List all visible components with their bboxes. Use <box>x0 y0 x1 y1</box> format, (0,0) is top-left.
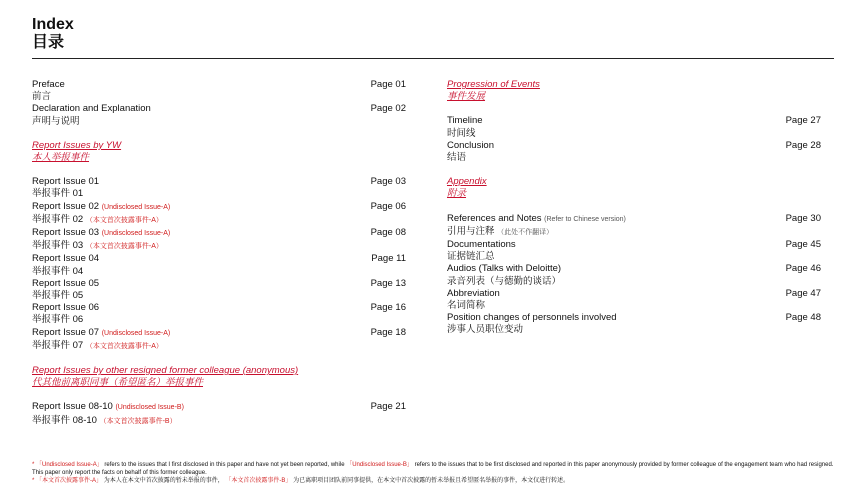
title-zh: 目录 <box>32 34 65 51</box>
entry-label-zh: 举报事件 07 <box>32 339 84 351</box>
left-column <box>32 79 406 428</box>
toc-entry-references[interactable] <box>447 213 821 226</box>
toc-entry-issue-08-10[interactable] <box>32 401 406 414</box>
undisclosed-tag: (Undisclosed Issue-A) <box>101 203 171 211</box>
entry-label-zh: 举报事件 05 <box>32 290 84 302</box>
toc-entry-issue[interactable] <box>32 227 406 240</box>
toc-entry-abbreviation[interactable] <box>447 288 821 300</box>
entry-page: Page 46 <box>785 263 821 275</box>
toc-entry-issue[interactable] <box>32 176 406 188</box>
title-divider <box>32 58 834 59</box>
undisclosed-tag-zh: （本文首次披露事件-A） <box>85 216 163 224</box>
entry-label: Preface <box>32 79 65 90</box>
footnote-en: * 「Undisclosed Issue-A」 refers to the issues that I first disclosed in this paper and have not yet been reported, while 「Undisclosed Issue-B」 refers to the issues that to be first disclosed and reported in this paper anonymously provided by former colleague of the engagement team who had resigned. This paper only report the facts on behalf of this former colleague. <box>32 462 834 476</box>
entry-label-zh: 举报事件 02 <box>32 213 84 225</box>
entry-label: Report Issue 02 <box>32 200 100 212</box>
footnote-tag-b: 「Undisclosed Issue-B」 <box>346 462 413 468</box>
toc-entry-position[interactable] <box>447 312 821 324</box>
footnote-tag-b-zh: 「本文首次披露事件-B」 <box>225 478 292 484</box>
undisclosed-tag-zh: （本文首次披露事件-A） <box>85 243 163 251</box>
section-heading-other[interactable]: Report Issues by other resigned former colleague (anonymous) <box>32 365 299 377</box>
undisclosed-tag-zh: （本文首次披露事件-B） <box>99 417 177 425</box>
entry-page: Page 08 <box>370 227 406 239</box>
page-title <box>32 16 74 52</box>
toc-entry-preface[interactable] <box>32 79 406 91</box>
entry-label: Abbreviation <box>447 287 500 299</box>
entry-page: Page 45 <box>785 239 821 251</box>
entry-label: Report Issue 08-10 <box>32 401 113 413</box>
entry-page: Page 28 <box>785 139 821 151</box>
entry-label: Report Issue 05 <box>32 277 100 289</box>
section-heading-yw[interactable]: Report Issues by YW <box>32 139 122 151</box>
footnotes <box>32 461 838 485</box>
entry-label-zh: 举报事件 08-10 <box>32 414 97 426</box>
entry-label-zh: 结语 <box>447 152 467 164</box>
entry-note: (Refer to Chinese version) <box>544 215 626 223</box>
entry-label: Conclusion <box>447 139 494 151</box>
entry-label-zh: 时间线 <box>447 127 476 139</box>
footnote-zh: * 「本文首次披露事件-A」 为本人在本文中首次披露的暂未举报的事件， 「本文首次披露事件-B」 为已离职项目团队前同事提供，在本文中首次披露的暂未举报且希望匿名举报的事件，本文仅进行转述。 <box>32 478 570 484</box>
entry-label: References and Notes <box>447 212 542 224</box>
section-heading-progression[interactable]: Progression of Events <box>447 79 540 90</box>
section-heading-yw-zh[interactable]: 本人举报事件 <box>32 152 90 164</box>
entry-label: Timeline <box>447 115 483 127</box>
entry-label: Report Issue 07 <box>32 326 100 338</box>
title-en: Index <box>32 16 74 33</box>
toc-entry-issue[interactable] <box>32 278 406 290</box>
undisclosed-tag-zh: （本文首次披露事件-A） <box>85 342 163 350</box>
entry-label: Report Issue 01 <box>32 176 100 188</box>
toc-entry-issue[interactable] <box>32 302 406 314</box>
entry-page: Page 21 <box>370 401 406 413</box>
entry-note-zh: （此处不作翻译） <box>497 228 554 236</box>
toc-entry-issue[interactable] <box>32 201 406 214</box>
entry-label-zh: 举报事件 06 <box>32 314 84 326</box>
toc-entry-issue[interactable] <box>32 327 406 340</box>
entry-page: Page 11 <box>371 253 406 265</box>
entry-label: Report Issue 06 <box>32 302 100 314</box>
toc-entry-audios[interactable] <box>447 263 821 275</box>
entry-label-zh: 举报事件 01 <box>32 188 84 200</box>
entry-page: Page 30 <box>785 212 821 224</box>
section-heading-progression-zh[interactable]: 事件发展 <box>447 91 486 103</box>
entry-label-zh: 引用与注释 <box>447 225 495 237</box>
toc-entry-timeline[interactable] <box>447 115 821 127</box>
entry-label-zh: 前言 <box>32 91 52 103</box>
undisclosed-tag: (Undisclosed Issue-A) <box>101 230 171 238</box>
entry-label: Audios (Talks with Deloitte) <box>447 263 562 275</box>
toc-entry-issue[interactable] <box>32 253 406 265</box>
entry-label-zh: 举报事件 03 <box>32 240 84 252</box>
section-heading-appendix-zh[interactable]: 附录 <box>447 188 467 200</box>
entry-page: Page 01 <box>370 79 406 90</box>
entry-label: Declaration and Explanation <box>32 103 151 115</box>
toc-entry-conclusion[interactable] <box>447 140 821 152</box>
toc-entry-declaration[interactable] <box>32 103 406 115</box>
entry-label: Position changes of personnels involved <box>447 312 617 324</box>
undisclosed-tag: (Undisclosed Issue-B) <box>115 404 184 412</box>
entry-label: Report Issue 04 <box>32 253 100 265</box>
issue-list <box>32 176 406 353</box>
entry-label-zh: 声明与说明 <box>32 115 80 127</box>
undisclosed-tag: (Undisclosed Issue-A) <box>101 329 171 337</box>
section-heading-other-zh[interactable]: 代其他前离职同事（希望匿名）举报事件 <box>32 377 204 389</box>
entry-page: Page 47 <box>785 287 821 299</box>
entry-label-zh: 举报事件 04 <box>32 265 84 277</box>
entry-page: Page 16 <box>370 302 406 314</box>
entry-page: Page 03 <box>370 176 406 188</box>
entry-label-zh: 录音列表（与德勤的谈话） <box>447 275 562 287</box>
entry-page: Page 02 <box>370 103 406 115</box>
entry-page: Page 13 <box>370 277 406 289</box>
entry-label-zh: 名词简称 <box>447 300 486 312</box>
footnote-tag-a-zh: 「本文首次披露事件-A」 <box>36 478 103 484</box>
right-column <box>447 79 821 337</box>
entry-label: Report Issue 03 <box>32 227 100 239</box>
entry-page: Page 27 <box>785 115 821 127</box>
entry-page: Page 18 <box>370 326 406 338</box>
entry-label-zh: 证据链汇总 <box>447 251 495 263</box>
entry-label-zh: 涉事人员职位变动 <box>447 324 524 336</box>
toc-entry-documentations[interactable] <box>447 239 821 251</box>
entry-label: Documentations <box>447 239 516 251</box>
entry-page: Page 06 <box>370 200 406 212</box>
entry-page: Page 48 <box>785 312 821 324</box>
footnote-tag-a: 「Undisclosed Issue-A」 <box>36 462 103 468</box>
section-heading-appendix[interactable]: Appendix <box>447 176 487 188</box>
